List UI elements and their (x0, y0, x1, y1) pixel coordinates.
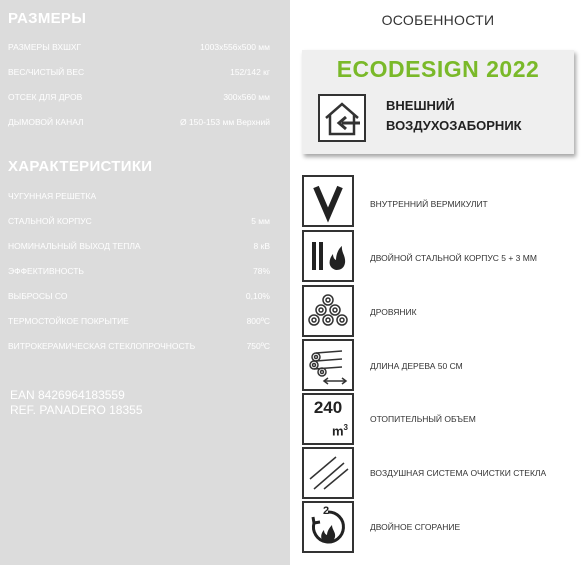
spec-row (8, 216, 270, 230)
feature-label: ОТОПИТЕЛЬНЫЙ ОБЪЕМ (370, 414, 476, 424)
spec-row (8, 266, 270, 280)
feature-label: ДРОВЯНИК (370, 307, 417, 317)
ecodesign-line-2: ВОЗДУХОЗАБОРНИК (386, 118, 522, 133)
spec-row (8, 241, 270, 255)
spec-row (8, 291, 270, 305)
ecodesign-badge (302, 50, 574, 154)
airwash-glass-icon (302, 447, 354, 499)
ean-code: EAN 8426964183559 (10, 388, 125, 402)
spec-value: 300x560 мм (223, 92, 270, 102)
spec-label: ВЫБРОСЫ СО (8, 291, 68, 301)
heating-volume-value: 240 (313, 398, 343, 417)
specs-panel (0, 0, 290, 565)
spec-label: РАЗМЕРЫ ВХШХГ (8, 42, 82, 52)
spec-label: ВЕС/ЧИСТЫЙ ВЕС (8, 67, 85, 77)
feature-label: ДВОЙНОЙ СТАЛЬНОЙ КОРПУС 5 + 3 ММ (370, 253, 537, 263)
spec-value: 800ºC (246, 316, 270, 326)
double-steel-flame-icon (302, 230, 354, 282)
spec-value: 750ºC (246, 341, 270, 351)
characteristics-title: ХАРАКТЕРИСТИКИ (8, 158, 153, 175)
ref-code: REF. PANADERO 18355 (10, 403, 143, 417)
vermiculite-v-icon (302, 175, 354, 227)
feature-label: ДЛИНА ДЕРЕВА 50 СМ (370, 361, 463, 371)
heating-volume-icon (302, 393, 354, 445)
spec-label: СТАЛЬНОЙ КОРПУС (8, 216, 92, 226)
spec-value: 152/142 кг (230, 67, 270, 77)
heating-volume-unit (332, 423, 348, 438)
log-stack-icon (302, 285, 354, 337)
house-air-intake-icon (318, 94, 366, 142)
spec-label: ЭФФЕКТИВНОСТЬ (8, 266, 85, 276)
spec-row (8, 117, 270, 131)
combustion-number: 2 (323, 505, 330, 517)
spec-label: ВИТРОКЕРАМИЧЕСКАЯ СТЕКЛОПРОЧНОСТЬ (8, 341, 196, 351)
product-codes (10, 388, 143, 418)
spec-row (8, 191, 270, 205)
double-combustion-icon (302, 501, 354, 553)
spec-value: 1003x556x500 мм (200, 42, 270, 52)
ecodesign-text (386, 96, 522, 136)
features-panel (290, 0, 586, 565)
ecodesign-title: ECODESIGN 2022 (336, 56, 540, 82)
spec-label: НОМИНАЛЬНЫЙ ВЫХОД ТЕПЛА (8, 241, 141, 251)
spec-value: 5 мм (251, 216, 270, 226)
feature-label: ВНУТРЕННИЙ ВЕРМИКУЛИТ (370, 199, 488, 209)
features-title: ОСОБЕННОСТИ (381, 12, 495, 28)
spec-value: 78% (252, 266, 270, 276)
feature-label: ВОЗДУШНАЯ СИСТЕМА ОЧИСТКИ СТЕКЛА (370, 468, 547, 478)
spec-label: ДЫМОВОЙ КАНАЛ (8, 117, 84, 127)
spec-row (8, 42, 270, 56)
spec-label: ТЕРМОСТОЙКОЕ ПОКРЫТИЕ (8, 316, 129, 326)
spec-value: 0,10% (245, 291, 270, 301)
spec-value: 8 кВ (253, 241, 270, 251)
spec-label: ОТСЕК ДЛЯ ДРОВ (8, 92, 83, 102)
spec-row (8, 341, 270, 355)
ecodesign-line-1: ВНЕШНИЙ (386, 98, 455, 113)
unit-m: m (331, 423, 344, 439)
spec-row (8, 67, 270, 81)
unit-sup: 3 (343, 423, 348, 432)
feature-label: ДВОЙНОЕ СГОРАНИЕ (370, 522, 461, 532)
spec-value: Ø 150-153 мм Верхний (179, 117, 270, 127)
log-length-icon (302, 339, 354, 391)
spec-row (8, 92, 270, 106)
spec-row (8, 316, 270, 330)
spec-label: ЧУГУННАЯ РЕШЕТКА (8, 191, 97, 201)
dimensions-title: РАЗМЕРЫ (8, 10, 87, 27)
